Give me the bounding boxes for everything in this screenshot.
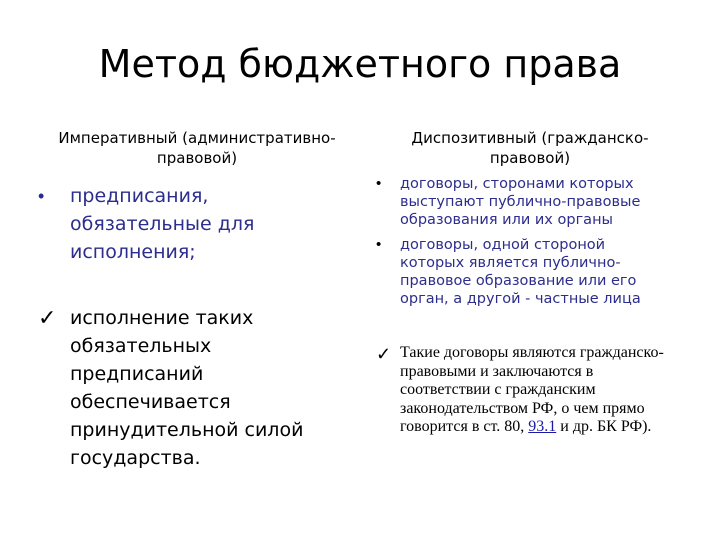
slide-title: Метод бюджетного права <box>98 42 622 86</box>
right-bullet-text-1: договоры, сторонами которых выступают публично-правовые образования или их органы <box>400 176 641 228</box>
bullet-marker: • <box>376 175 382 192</box>
checkmark-icon: ✓ <box>38 305 57 330</box>
right-bullet-text-2: договоры, одной стороной которых является публично-правовое образование или его орган, а другой - частные лица <box>400 237 641 307</box>
left-check-item <box>38 304 338 472</box>
bullet-marker: • <box>38 186 45 206</box>
right-column-heading: Диспозитивный (гражданско-правовой) <box>411 129 649 167</box>
right-check-text-end: и др. БК РФ). <box>556 418 652 435</box>
checkmark-icon: ✓ <box>376 344 392 364</box>
article-93-1-link[interactable]: 93.1 <box>528 418 557 435</box>
left-bullet-item <box>38 182 338 266</box>
right-check-item <box>376 344 668 437</box>
right-bullet-item-2 <box>376 236 668 308</box>
left-bullet-text: предписания, обязательные для исполнения; <box>70 185 255 263</box>
left-check-text: исполнение таких обязательных предписаний обеспечивается принудительной силой государства. <box>70 307 304 469</box>
bullet-marker: • <box>376 236 382 253</box>
right-bullet-item-1 <box>376 175 668 229</box>
left-column-heading: Императивный (административно-правовой) <box>58 129 336 167</box>
right-check-text-start: Такие договоры являются гражданско-правовыми и заключаются в соответствии с гражданским законодательством РФ, о чем прямо говорится в ст. 80, <box>400 344 664 435</box>
right-check-text <box>400 344 668 437</box>
